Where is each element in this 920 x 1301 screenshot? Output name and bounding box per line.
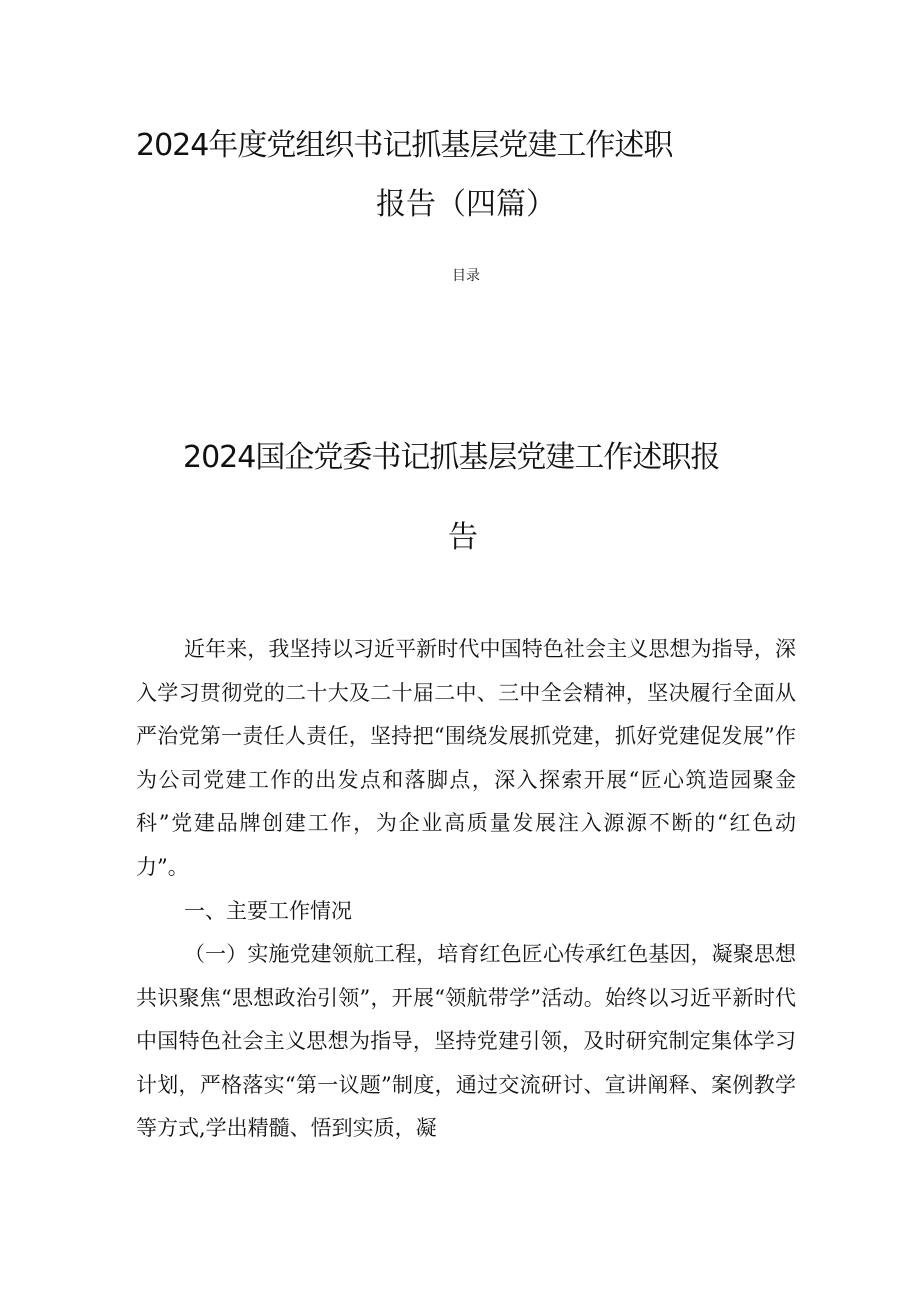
document-title-line-1: 2024年度党组织书记抓基层党建工作述职 [136, 128, 673, 163]
heading-main-work: 一、主要工作情况 [184, 899, 352, 923]
section-title-line-2: 告 [448, 520, 478, 555]
intro-paragraph: 近年来，我坚持以习近平新时代中国特色社会主义思想为指导，深入学习贯彻党的二十大及二十届二中、三中全会精神，坚决履行全面从严治党第一责任人责任，坚持把“围绕发展抓党建，抓好党建促发展”作为公司党建工作的出发点和落脚点，深入探索开展“匠心筑造园聚金科”党建品牌创建工作，为企业高质量发展注入源源不断的“红色动力”。 [136, 637, 796, 879]
table-of-contents-label: 目录 [452, 268, 480, 284]
document-title-line-2: 报告（四篇） [376, 187, 556, 222]
paragraph-party-building: （一）实施党建领航工程，培育红色匠心传承红色基因，凝聚思想共识聚焦“思想政治引领”，开展“领航带学”活动。始终以习近平新时代中国特色社会主义思想为指导，坚持党建引领，及时研究制定集体学习计划，严格落实“第一议题”制度，通过交流研讨、宣讲阐释、案例教学等方式,学出精髓、悟到实质，凝 [136, 942, 796, 1140]
section-title-line-1: 2024国企党委书记抓基层党建工作述职报 [183, 440, 720, 475]
